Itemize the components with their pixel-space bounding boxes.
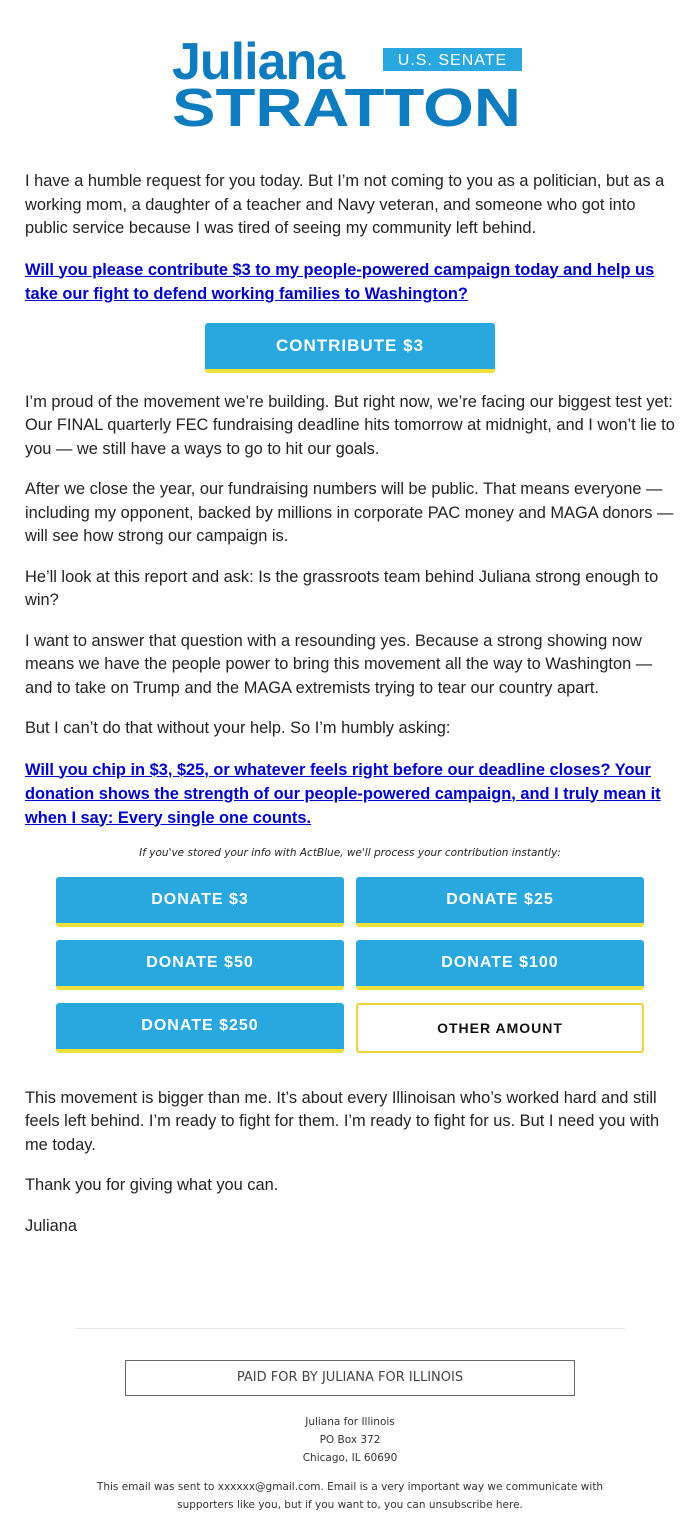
address-org-name: Juliana for Illinois [305,1416,395,1428]
logo-first-name: Juliana [172,33,345,91]
other-amount-button[interactable]: OTHER AMOUNT [356,1003,644,1053]
donate-3-button[interactable]: DONATE $3 [56,877,344,927]
donate-50-button[interactable]: DONATE $50 [56,940,344,990]
campaign-logo [0,30,700,130]
footer-fine-print [90,1478,610,1514]
chip-in-link[interactable]: Will you chip in $3, $25, or whatever feels right before our deadline closes? Your donation shows the strength of our people-powered campaign, and I truly mean it when I say: Every single one counts. [25,760,661,827]
cta-container [25,323,675,373]
chip-in-link-paragraph [25,758,675,830]
email-body [25,170,675,1255]
signature: Juliana [25,1216,77,1235]
logo-graphic [170,30,530,130]
paragraph-opponent-question: He’ll look at this report and ask: Is the grassroots team behind Juliana strong enough to win? [25,567,659,609]
paragraph-thank-you: Thank you for giving what you can. [25,1176,279,1194]
contribute-link[interactable]: Will you please contribute $3 to my people-powered campaign today and help us take our fight to defend working families to Washington? [25,260,655,303]
paragraph-ask: But I can’t do that without your help. So I’m humbly asking: [25,719,451,737]
unsubscribe-link[interactable]: unsubscribe here [428,1499,520,1511]
contribute-link-paragraph [25,258,675,306]
paragraph-public-numbers: After we close the year, our fundraising numbers will be public. That means everyone — including my opponent, backed by millions in corporate PAC money and MAGA donors — will see how strong our campaign is. [25,480,674,545]
logo-last-name: STRATTON [172,78,521,130]
logo-badge: U.S. SENATE [397,52,508,69]
donate-250-button[interactable]: DONATE $250 [56,1003,344,1053]
fine-print-end: . [519,1499,523,1511]
paid-for-disclaimer: PAID FOR BY JULIANA FOR ILLINOIS [125,1360,575,1396]
contribute-button[interactable]: CONTRIBUTE $3 [205,323,495,373]
fine-print-text: This email was sent to xxxxxx@gmail.com. Email is a very important way we communicate with supporters like you, but if you want to, you can [96,1481,604,1511]
mailing-address [0,1413,700,1467]
paragraph-deadline: I’m proud of the movement we’re building. But right now, we’re facing our biggest test yet: Our FINAL quarterly FEC fundraising deadline hits tomorrow at midnight, and I won’t lie to you — we still have a ways to go to hit our goals. [25,392,675,458]
paragraph-intro: I have a humble request for you today. But I’m not coming to you as a politician, but as a working mom, a daughter of a teacher and Navy veteran, and someone who got into public service because I was tired of seeing my community left behind. [25,172,665,237]
donate-button-grid [25,877,675,1057]
paragraph-answer: I want to answer that question with a resounding yes. Because a strong showing now means we have the people power to bring this movement all the way to Washington — and to take on Trump and the MAGA extremists trying to tear our country apart. [25,631,653,697]
address-city: Chicago, IL 60690 [302,1452,398,1464]
footer-divider [75,1328,625,1329]
donate-100-button[interactable]: DONATE $100 [356,940,644,990]
donate-25-button[interactable]: DONATE $25 [356,877,644,927]
paragraph-movement: This movement is bigger than me. It’s about every Illinoisan who’s worked hard and still feels left behind. I’m ready to fight for them. I’m ready to fight for us. But I need you with me today. [25,1088,660,1154]
address-po-box: PO Box 372 [319,1434,381,1446]
actblue-notice: If you've stored your info with ActBlue, we'll process your contribution instantly: [139,846,561,859]
